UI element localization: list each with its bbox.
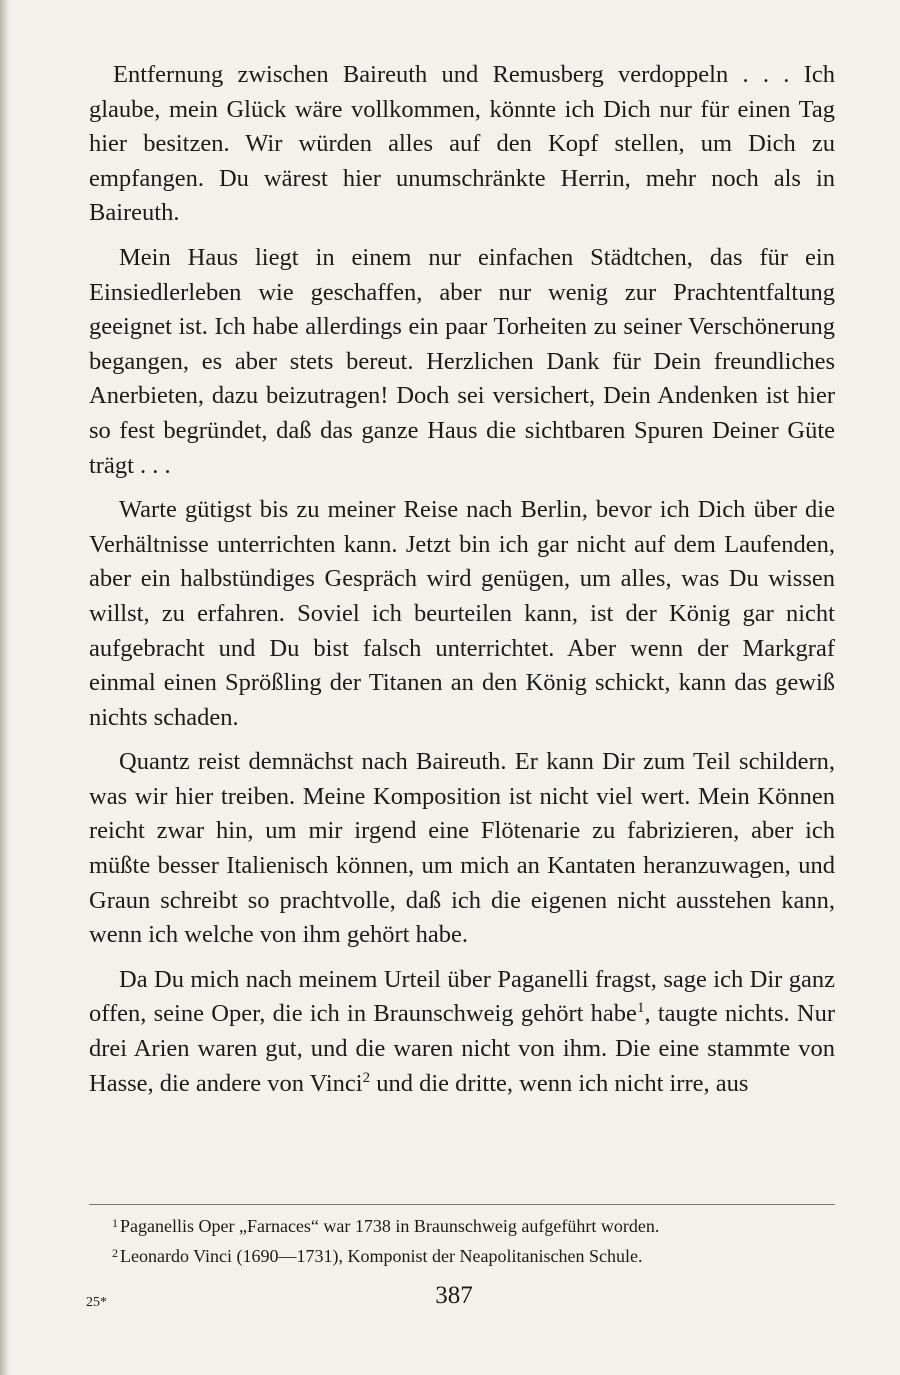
footnote-number: 1 bbox=[112, 1216, 118, 1230]
paragraph-5 bbox=[89, 963, 835, 1101]
paragraph-4: Quantz reist demnächst nach Baireuth. Er kann Dir zum Teil schildern, was wir hier treiben. Meine Komposition ist nicht viel wert. Mein Können reicht zwar hin, um mir irgend eine Flötenarie zu fabrizieren, aber ich müßte besser Italienisch können, um mich an Kantaten heranzuwagen, und Graun schreibt so prachtvolle, daß ich die eigenen nicht ausstehen kann, wenn ich welche von ihm gehört habe. bbox=[89, 748, 835, 949]
footnote-1 bbox=[112, 1210, 836, 1240]
paragraph-3: Warte gütigst bis zu meiner Reise nach Berlin, bevor ich Dich über die Verhältnisse unterrichten kann. Jetzt bin ich gar nicht auf dem Laufenden, aber ein halbstündiges Gespräch wird genügen, um alles, was Du wissen willst, zu erfahren. Soviel ich beurteilen kann, ist der König gar nicht aufgebracht und Du bist falsch unterrichtet. Aber wenn der Markgraf einmal einen Sprößling der Titanen an den König schickt, kann das gewiß nichts schaden. bbox=[89, 496, 835, 731]
binding-edge bbox=[0, 0, 10, 1375]
footnote-text: Paganellis Oper „Farnaces“ war 1738 in Braunschweig aufgeführt worden. bbox=[120, 1216, 660, 1236]
page-number: 387 bbox=[435, 1282, 473, 1309]
footnote-divider bbox=[89, 1204, 835, 1205]
paragraph-5-part-c: und die dritte, wenn ich nicht irre, aus bbox=[370, 1069, 749, 1097]
paragraph-5-part-b: , taugte nichts. Nur drei Arien waren gut, und die waren nicht von ihm. Die eine stammte von Hasse, die andere von Vinci bbox=[89, 1000, 835, 1097]
body-text bbox=[89, 58, 835, 1101]
footnote-text: Leonardo Vinci (1690—1731), Komponist der Neapolitanischen Schule. bbox=[120, 1246, 643, 1266]
signature-mark: 25* bbox=[86, 1295, 107, 1310]
paragraph-5-part-a: Da Du mich nach meinem Urteil über Paganelli fragst, sage ich Dir ganz offen, seine Oper, die ich in Braunschweig gehört habe bbox=[89, 965, 835, 1028]
footnote-ref-2: 2 bbox=[362, 1069, 371, 1086]
footnote-2 bbox=[112, 1240, 836, 1270]
footnote-ref-1: 1 bbox=[636, 1000, 645, 1017]
footnote-number: 2 bbox=[112, 1246, 118, 1260]
footnotes bbox=[112, 1210, 836, 1270]
paragraph-2: Mein Haus liegt in einem nur einfachen Städtchen, das für ein Einsiedlerleben wie geschaffen, aber nur wenig zur Prachtentfaltung geeignet ist. Ich habe allerdings ein paar Torheiten zu seiner Verschönerung begangen, es aber stets bereut. Herzlichen Dank für Dein freundliches Anerbieten, dazu beizutragen! Doch sei versichert, Dein Andenken ist hier so fest begründet, daß das ganze Haus die sichtbaren Spuren Deiner Güte trägt . . . bbox=[89, 243, 835, 479]
paragraph-1: Entfernung zwischen Baireuth und Remusberg verdoppeln . . . Ich glaube, mein Glück wäre vollkommen, könnte ich Dich nur für einen Tag hier besitzen. Wir würden alles auf den Kopf stellen, um Dich zu empfangen. Du wärest hier unumschränkte Herrin, mehr noch als in Baireuth. bbox=[89, 61, 835, 227]
